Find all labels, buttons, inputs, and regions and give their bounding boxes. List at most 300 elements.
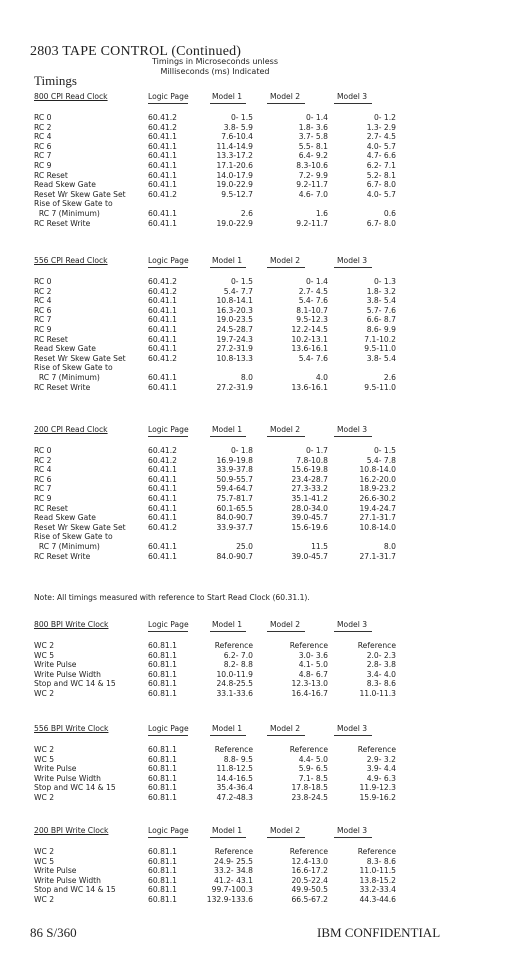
row-model-3: 5.7- 7.6 [366, 305, 396, 315]
table-row [34, 315, 504, 325]
column-header-logic-page: Logic Page [148, 724, 189, 733]
timing-table [34, 826, 504, 905]
table-row [34, 745, 504, 755]
row-model-3: 3.8- 5.4 [366, 353, 396, 363]
header-underline [334, 837, 372, 838]
row-model-2: 35.1-41.2 [291, 493, 328, 503]
row-model-2: 12.3-13.0 [291, 679, 328, 689]
row-model-2: 27.3-33.2 [291, 484, 328, 494]
row-model-3: 6.7- 8.0 [366, 180, 396, 190]
row-label: Write Pulse [34, 660, 77, 670]
header-underline [267, 735, 305, 736]
table-row [34, 190, 504, 200]
row-label: WC 5 [34, 754, 55, 764]
row-model-1: Reference [214, 641, 253, 650]
row-model-2: 12.2-14.5 [291, 324, 328, 334]
row-label: RC 2 [34, 455, 52, 465]
row-model-3: Reference [357, 641, 396, 650]
header-underline [267, 103, 305, 104]
row-model-3: 4.9- 6.3 [366, 773, 396, 783]
table-row [34, 325, 504, 335]
table-row [34, 277, 504, 287]
header-underline [267, 837, 305, 838]
row-model-3: 2.9- 3.2 [366, 754, 396, 764]
row-logic-page: 60.81.1 [148, 894, 177, 904]
row-model-1: 19.0-22.9 [216, 180, 253, 190]
row-logic-page: 60.41.1 [148, 382, 177, 392]
row-label: Reset Wr Skew Gate Set [34, 522, 126, 532]
row-model-1: 0- 1.5 [230, 113, 253, 122]
table-row [34, 296, 504, 306]
row-model-2: 9.2-11.7 [296, 180, 328, 190]
row-model-3: 4.0- 5.7 [366, 189, 396, 199]
row-logic-page: 60.81.1 [148, 688, 177, 698]
header-underline [210, 436, 246, 437]
table-row [34, 689, 504, 699]
row-model-1: 84.0-90.7 [216, 551, 253, 561]
row-logic-page: 60.41.1 [148, 513, 177, 523]
row-label: Write Pulse [34, 764, 77, 774]
row-model-3: 8.3- 8.6 [366, 856, 396, 866]
row-model-1: 35.4-36.4 [216, 783, 253, 793]
row-model-2: 4.4- 5.0 [298, 754, 328, 764]
row-label: RC 7 (Minimum) [34, 541, 100, 551]
table-row [34, 151, 504, 161]
table-title: 556 BPI Write Clock [34, 724, 109, 733]
row-model-1: Reference [214, 745, 253, 754]
row-model-1: 24.5-28.7 [216, 324, 253, 334]
table-row [34, 660, 504, 670]
row-logic-page: 60.81.1 [148, 847, 177, 856]
table-row [34, 641, 504, 651]
header-underline [267, 631, 305, 632]
row-model-2: 7.1- 8.5 [298, 773, 328, 783]
row-model-1: 50.9-55.7 [216, 474, 253, 484]
row-model-1: 27.2-31.9 [216, 344, 253, 354]
row-model-2: 13.6-16.1 [291, 344, 328, 354]
row-model-1: 10.8-13.3 [216, 353, 253, 363]
table-row [34, 363, 504, 373]
row-model-1: 24.9- 25.5 [214, 856, 253, 866]
row-model-3: 27.1-31.7 [359, 551, 396, 561]
row-model-2: 0- 1.4 [305, 277, 328, 286]
row-logic-page: 60.41.1 [148, 503, 177, 513]
row-label: Write Pulse [34, 866, 77, 876]
row-model-3: 8.0 [383, 541, 396, 551]
row-label: RC Reset Write [34, 551, 91, 561]
row-model-2: 4.6- 7.0 [298, 189, 328, 199]
row-label: RC 2 [34, 122, 52, 132]
table-row [34, 764, 504, 774]
row-model-2: 11.5 [311, 541, 328, 551]
row-logic-page: 60.81.1 [148, 641, 177, 650]
row-model-1: 132.9-133.6 [206, 894, 253, 904]
row-label: Stop and WC 14 & 15 [34, 679, 116, 689]
row-model-3: 0- 1.5 [373, 446, 396, 455]
row-model-2: 23.8-24.5 [291, 792, 328, 802]
row-model-1: 9.5-12.7 [221, 189, 253, 199]
row-label: RC 9 [34, 324, 52, 334]
row-label: WC 2 [34, 688, 55, 698]
row-model-1: 19.0-22.9 [216, 218, 253, 228]
row-model-1: 7.6-10.4 [221, 132, 253, 142]
table-row [34, 885, 504, 895]
table-row [34, 287, 504, 297]
row-model-2: 8.1-10.7 [296, 305, 328, 315]
row-logic-page: 60.81.1 [148, 866, 177, 876]
row-label: RC 6 [34, 141, 52, 151]
row-model-2: 0- 1.7 [305, 446, 328, 455]
header-underline [148, 837, 188, 838]
row-model-3: 11.9-12.3 [359, 783, 396, 793]
row-model-3: 15.9-16.2 [359, 792, 396, 802]
row-model-2: 13.6-16.1 [291, 382, 328, 392]
table-title: 800 BPI Write Clock [34, 620, 109, 629]
table-row [34, 132, 504, 142]
table-row [34, 142, 504, 152]
row-model-2: 5.4- 7.6 [298, 296, 328, 306]
table-row [34, 354, 504, 364]
row-label: Rise of Skew Gate to [34, 363, 113, 373]
row-label: WC 2 [34, 792, 55, 802]
table-row [34, 876, 504, 886]
row-model-3: 2.0- 2.3 [366, 650, 396, 660]
row-logic-page: 60.81.1 [148, 745, 177, 754]
row-model-3: 8.3- 8.6 [366, 679, 396, 689]
row-model-2: 39.0-45.7 [291, 551, 328, 561]
row-model-2: 17.8-18.5 [291, 783, 328, 793]
table-title: 200 CPI Read Clock [34, 425, 108, 434]
row-logic-page: 60.41.2 [148, 277, 177, 286]
row-logic-page: 60.41.2 [148, 189, 177, 199]
header-underline [334, 436, 372, 437]
row-label: RC Reset [34, 334, 68, 344]
table-row [34, 895, 504, 905]
table-row [34, 670, 504, 680]
row-model-1: 59.4-64.7 [216, 484, 253, 494]
row-logic-page: 60.41.1 [148, 551, 177, 561]
row-model-1: 8.8- 9.5 [223, 754, 253, 764]
row-model-2: 1.6 [315, 208, 328, 218]
table-row [34, 465, 504, 475]
table-title: 200 BPI Write Clock [34, 826, 109, 835]
table-row [34, 171, 504, 181]
table-row [34, 504, 504, 514]
column-header-model-3: Model 3 [337, 620, 368, 629]
row-model-2: 8.3-10.6 [296, 160, 328, 170]
row-label: Stop and WC 14 & 15 [34, 783, 116, 793]
row-logic-page: 60.81.1 [148, 875, 177, 885]
row-model-3: 1.3- 2.9 [366, 122, 396, 132]
table-row [34, 532, 504, 542]
row-model-2: 7.8-10.8 [296, 455, 328, 465]
row-model-1: 8.2- 8.8 [223, 660, 253, 670]
row-label: RC 7 [34, 315, 52, 325]
column-header-logic-page: Logic Page [148, 620, 189, 629]
column-header-model-1: Model 1 [212, 92, 243, 101]
row-label: Write Pulse Width [34, 773, 101, 783]
column-header-logic-page: Logic Page [148, 256, 189, 265]
table-row [34, 446, 504, 456]
row-logic-page: 60.41.1 [148, 315, 177, 325]
row-label: RC 7 (Minimum) [34, 208, 100, 218]
row-model-2: 5.4- 7.6 [298, 353, 328, 363]
header-underline [210, 103, 246, 104]
column-header-model-3: Model 3 [337, 826, 368, 835]
row-label: RC 4 [34, 132, 52, 142]
row-logic-page: 60.41.1 [148, 465, 177, 475]
header-underline [210, 837, 246, 838]
table-row [34, 161, 504, 171]
row-label: RC 7 [34, 484, 52, 494]
row-model-1: 13.3-17.2 [216, 151, 253, 161]
table-row [34, 219, 504, 229]
table-row [34, 475, 504, 485]
row-model-3: 3.9- 4.4 [366, 764, 396, 774]
row-model-2: 15.6-19.8 [291, 465, 328, 475]
row-model-1: 14.0-17.9 [216, 170, 253, 180]
row-model-1: 33.2- 34.8 [214, 866, 253, 876]
row-model-3: 13.8-15.2 [359, 875, 396, 885]
row-model-2: 15.6-19.6 [291, 522, 328, 532]
row-model-3: 8.6- 9.9 [366, 324, 396, 334]
row-model-3: 27.1-31.7 [359, 513, 396, 523]
row-model-1: 99.7-100.3 [211, 885, 253, 895]
row-model-2: Reference [289, 641, 328, 650]
row-model-2: 3.0- 3.6 [298, 650, 328, 660]
column-header-model-3: Model 3 [337, 256, 368, 265]
row-model-1: 14.4-16.5 [216, 773, 253, 783]
row-label: RC 4 [34, 465, 52, 475]
row-label: Read Skew Gate [34, 513, 96, 523]
row-model-2: 20.5-22.4 [291, 875, 328, 885]
row-label: Write Pulse Width [34, 669, 101, 679]
table-row [34, 335, 504, 345]
row-logic-page: 60.41.1 [148, 484, 177, 494]
row-label: RC 7 (Minimum) [34, 372, 100, 382]
table-row [34, 113, 504, 123]
timing-table [34, 425, 504, 561]
row-model-3: 2.8- 3.8 [366, 660, 396, 670]
row-label: RC Reset Write [34, 382, 91, 392]
row-label: RC 2 [34, 286, 52, 296]
row-model-2: 9.2-11.7 [296, 218, 328, 228]
table-row [34, 123, 504, 133]
row-model-2: 7.2- 9.9 [298, 170, 328, 180]
row-model-3: 6.6- 8.7 [366, 315, 396, 325]
row-model-1: Reference [214, 847, 253, 856]
row-model-1: 0- 1.5 [230, 277, 253, 286]
row-logic-page: 60.41.1 [148, 132, 177, 142]
column-header-model-1: Model 1 [212, 620, 243, 629]
row-logic-page: 60.41.2 [148, 353, 177, 363]
header-underline [267, 436, 305, 437]
table-row [34, 793, 504, 803]
row-logic-page: 60.81.1 [148, 660, 177, 670]
row-logic-page: 60.41.1 [148, 305, 177, 315]
table-row [34, 513, 504, 523]
row-logic-page: 60.81.1 [148, 773, 177, 783]
row-model-1: 8.0 [240, 372, 253, 382]
row-logic-page: 60.41.1 [148, 208, 177, 218]
column-header-model-1: Model 1 [212, 724, 243, 733]
row-model-1: 84.0-90.7 [216, 513, 253, 523]
column-header-model-1: Model 1 [212, 256, 243, 265]
row-model-1: 17.1-20.6 [216, 160, 253, 170]
row-model-3: 44.3-44.6 [359, 894, 396, 904]
row-logic-page: 60.41.1 [148, 474, 177, 484]
row-model-1: 27.2-31.9 [216, 382, 253, 392]
row-logic-page: 60.41.1 [148, 541, 177, 551]
row-model-1: 24.8-25.5 [216, 679, 253, 689]
row-model-2: 6.4- 9.2 [298, 151, 328, 161]
column-header-logic-page: Logic Page [148, 92, 189, 101]
row-label: RC 7 [34, 151, 52, 161]
row-label: RC Reset Write [34, 218, 91, 228]
row-label: RC 0 [34, 277, 52, 286]
row-model-2: 4.8- 6.7 [298, 669, 328, 679]
row-model-1: 75.7-81.7 [216, 493, 253, 503]
row-model-1: 19.7-24.3 [216, 334, 253, 344]
row-logic-page: 60.41.1 [148, 170, 177, 180]
row-logic-page: 60.81.1 [148, 792, 177, 802]
row-logic-page: 60.41.1 [148, 372, 177, 382]
row-model-2: 16.4-16.7 [291, 688, 328, 698]
units-note [140, 57, 290, 76]
row-label: WC 2 [34, 641, 55, 650]
page-title: 2803 TAPE CONTROL (Continued) [30, 44, 242, 59]
row-label: RC 9 [34, 493, 52, 503]
row-model-2: 39.0-45.7 [291, 513, 328, 523]
row-model-2: 5.5- 8.1 [298, 141, 328, 151]
column-header-model-2: Model 2 [270, 724, 301, 733]
row-model-2: Reference [289, 745, 328, 754]
column-header-logic-page: Logic Page [148, 826, 189, 835]
row-model-3: 7.1-10.2 [364, 334, 396, 344]
row-model-3: 3.8- 5.4 [366, 296, 396, 306]
row-logic-page: 60.41.1 [148, 493, 177, 503]
row-model-3: 18.9-23.2 [359, 484, 396, 494]
row-model-1: 33.9-37.7 [216, 522, 253, 532]
row-model-3: 4.7- 6.6 [366, 151, 396, 161]
row-label: Reset Wr Skew Gate Set [34, 189, 126, 199]
row-model-2: 5.9- 6.5 [298, 764, 328, 774]
row-label: WC 2 [34, 894, 55, 904]
row-logic-page: 60.41.1 [148, 160, 177, 170]
header-underline [148, 631, 188, 632]
header-underline [210, 631, 246, 632]
row-model-2: 10.2-13.1 [291, 334, 328, 344]
row-model-3: 3.4- 4.0 [366, 669, 396, 679]
row-logic-page: 60.41.1 [148, 151, 177, 161]
row-label: Rise of Skew Gate to [34, 199, 113, 209]
row-model-1: 0- 1.8 [230, 446, 253, 455]
column-header-model-2: Model 2 [270, 92, 301, 101]
row-logic-page: 60.81.1 [148, 885, 177, 895]
row-model-3: 4.0- 5.7 [366, 141, 396, 151]
row-logic-page: 60.81.1 [148, 650, 177, 660]
row-model-3: 26.6-30.2 [359, 493, 396, 503]
row-logic-page: 60.41.2 [148, 446, 177, 455]
row-model-3: 2.6 [383, 372, 396, 382]
row-logic-page: 60.81.1 [148, 856, 177, 866]
row-model-3: 2.7- 4.5 [366, 132, 396, 142]
table-row [34, 306, 504, 316]
row-model-3: 5.2- 8.1 [366, 170, 396, 180]
timing-table [34, 256, 504, 392]
row-model-1: 25.0 [236, 541, 253, 551]
row-label: Reset Wr Skew Gate Set [34, 353, 126, 363]
row-model-1: 19.0-23.5 [216, 315, 253, 325]
row-model-3: Reference [357, 745, 396, 754]
header-underline [334, 103, 372, 104]
row-label: Stop and WC 14 & 15 [34, 885, 116, 895]
row-logic-page: 60.41.1 [148, 218, 177, 228]
row-model-3: 6.2- 7.1 [366, 160, 396, 170]
row-model-3: 9.5-11.0 [364, 344, 396, 354]
units-note-line1: Timings in Microseconds unless [152, 57, 278, 66]
table-row [34, 552, 504, 562]
row-logic-page: 60.41.1 [148, 180, 177, 190]
footer-page-number: 86 S/360 [30, 925, 77, 940]
timing-table [34, 620, 504, 699]
row-model-2: 66.5-67.2 [291, 894, 328, 904]
row-model-2: 23.4-28.7 [291, 474, 328, 484]
row-logic-page: 60.81.1 [148, 669, 177, 679]
row-label: RC 6 [34, 474, 52, 484]
units-note-line2: Milliseconds (ms) Indicated [160, 66, 270, 76]
column-header-model-2: Model 2 [270, 826, 301, 835]
row-label: RC 9 [34, 160, 52, 170]
column-header-model-2: Model 2 [270, 425, 301, 434]
row-label: RC 0 [34, 446, 52, 455]
column-header-model-1: Model 1 [212, 425, 243, 434]
row-logic-page: 60.81.1 [148, 679, 177, 689]
row-logic-page: 60.41.2 [148, 122, 177, 132]
row-label: RC 0 [34, 113, 52, 122]
row-model-2: 28.0-34.0 [291, 503, 328, 513]
header-underline [148, 735, 188, 736]
row-model-3: 19.4-24.7 [359, 503, 396, 513]
row-model-2: 0- 1.4 [305, 113, 328, 122]
row-model-1: 60.1-65.5 [216, 503, 253, 513]
row-model-3: 10.8-14.0 [359, 465, 396, 475]
row-model-3: 16.2-20.0 [359, 474, 396, 484]
row-label: WC 5 [34, 856, 55, 866]
table-row [34, 199, 504, 209]
table-row [34, 847, 504, 857]
row-model-2: 12.4-13.0 [291, 856, 328, 866]
row-model-1: 6.2- 7.0 [223, 650, 253, 660]
row-model-1: 11.4-14.9 [216, 141, 253, 151]
column-header-model-2: Model 2 [270, 620, 301, 629]
table-row [34, 180, 504, 190]
table-row [34, 494, 504, 504]
row-label: RC Reset [34, 170, 68, 180]
row-logic-page: 60.41.2 [148, 113, 177, 122]
row-model-3: 11.0-11.3 [359, 688, 396, 698]
table-title: 800 CPI Read Clock [34, 92, 108, 101]
timings-heading: Timings [34, 73, 77, 88]
table-row [34, 344, 504, 354]
column-header-logic-page: Logic Page [148, 425, 189, 434]
row-model-1: 10.0-11.9 [216, 669, 253, 679]
row-model-3: 33.2-33.4 [359, 885, 396, 895]
row-model-1: 5.4- 7.7 [223, 286, 253, 296]
row-model-3: 0.6 [383, 208, 396, 218]
row-label: Rise of Skew Gate to [34, 532, 113, 542]
header-underline [334, 267, 372, 268]
